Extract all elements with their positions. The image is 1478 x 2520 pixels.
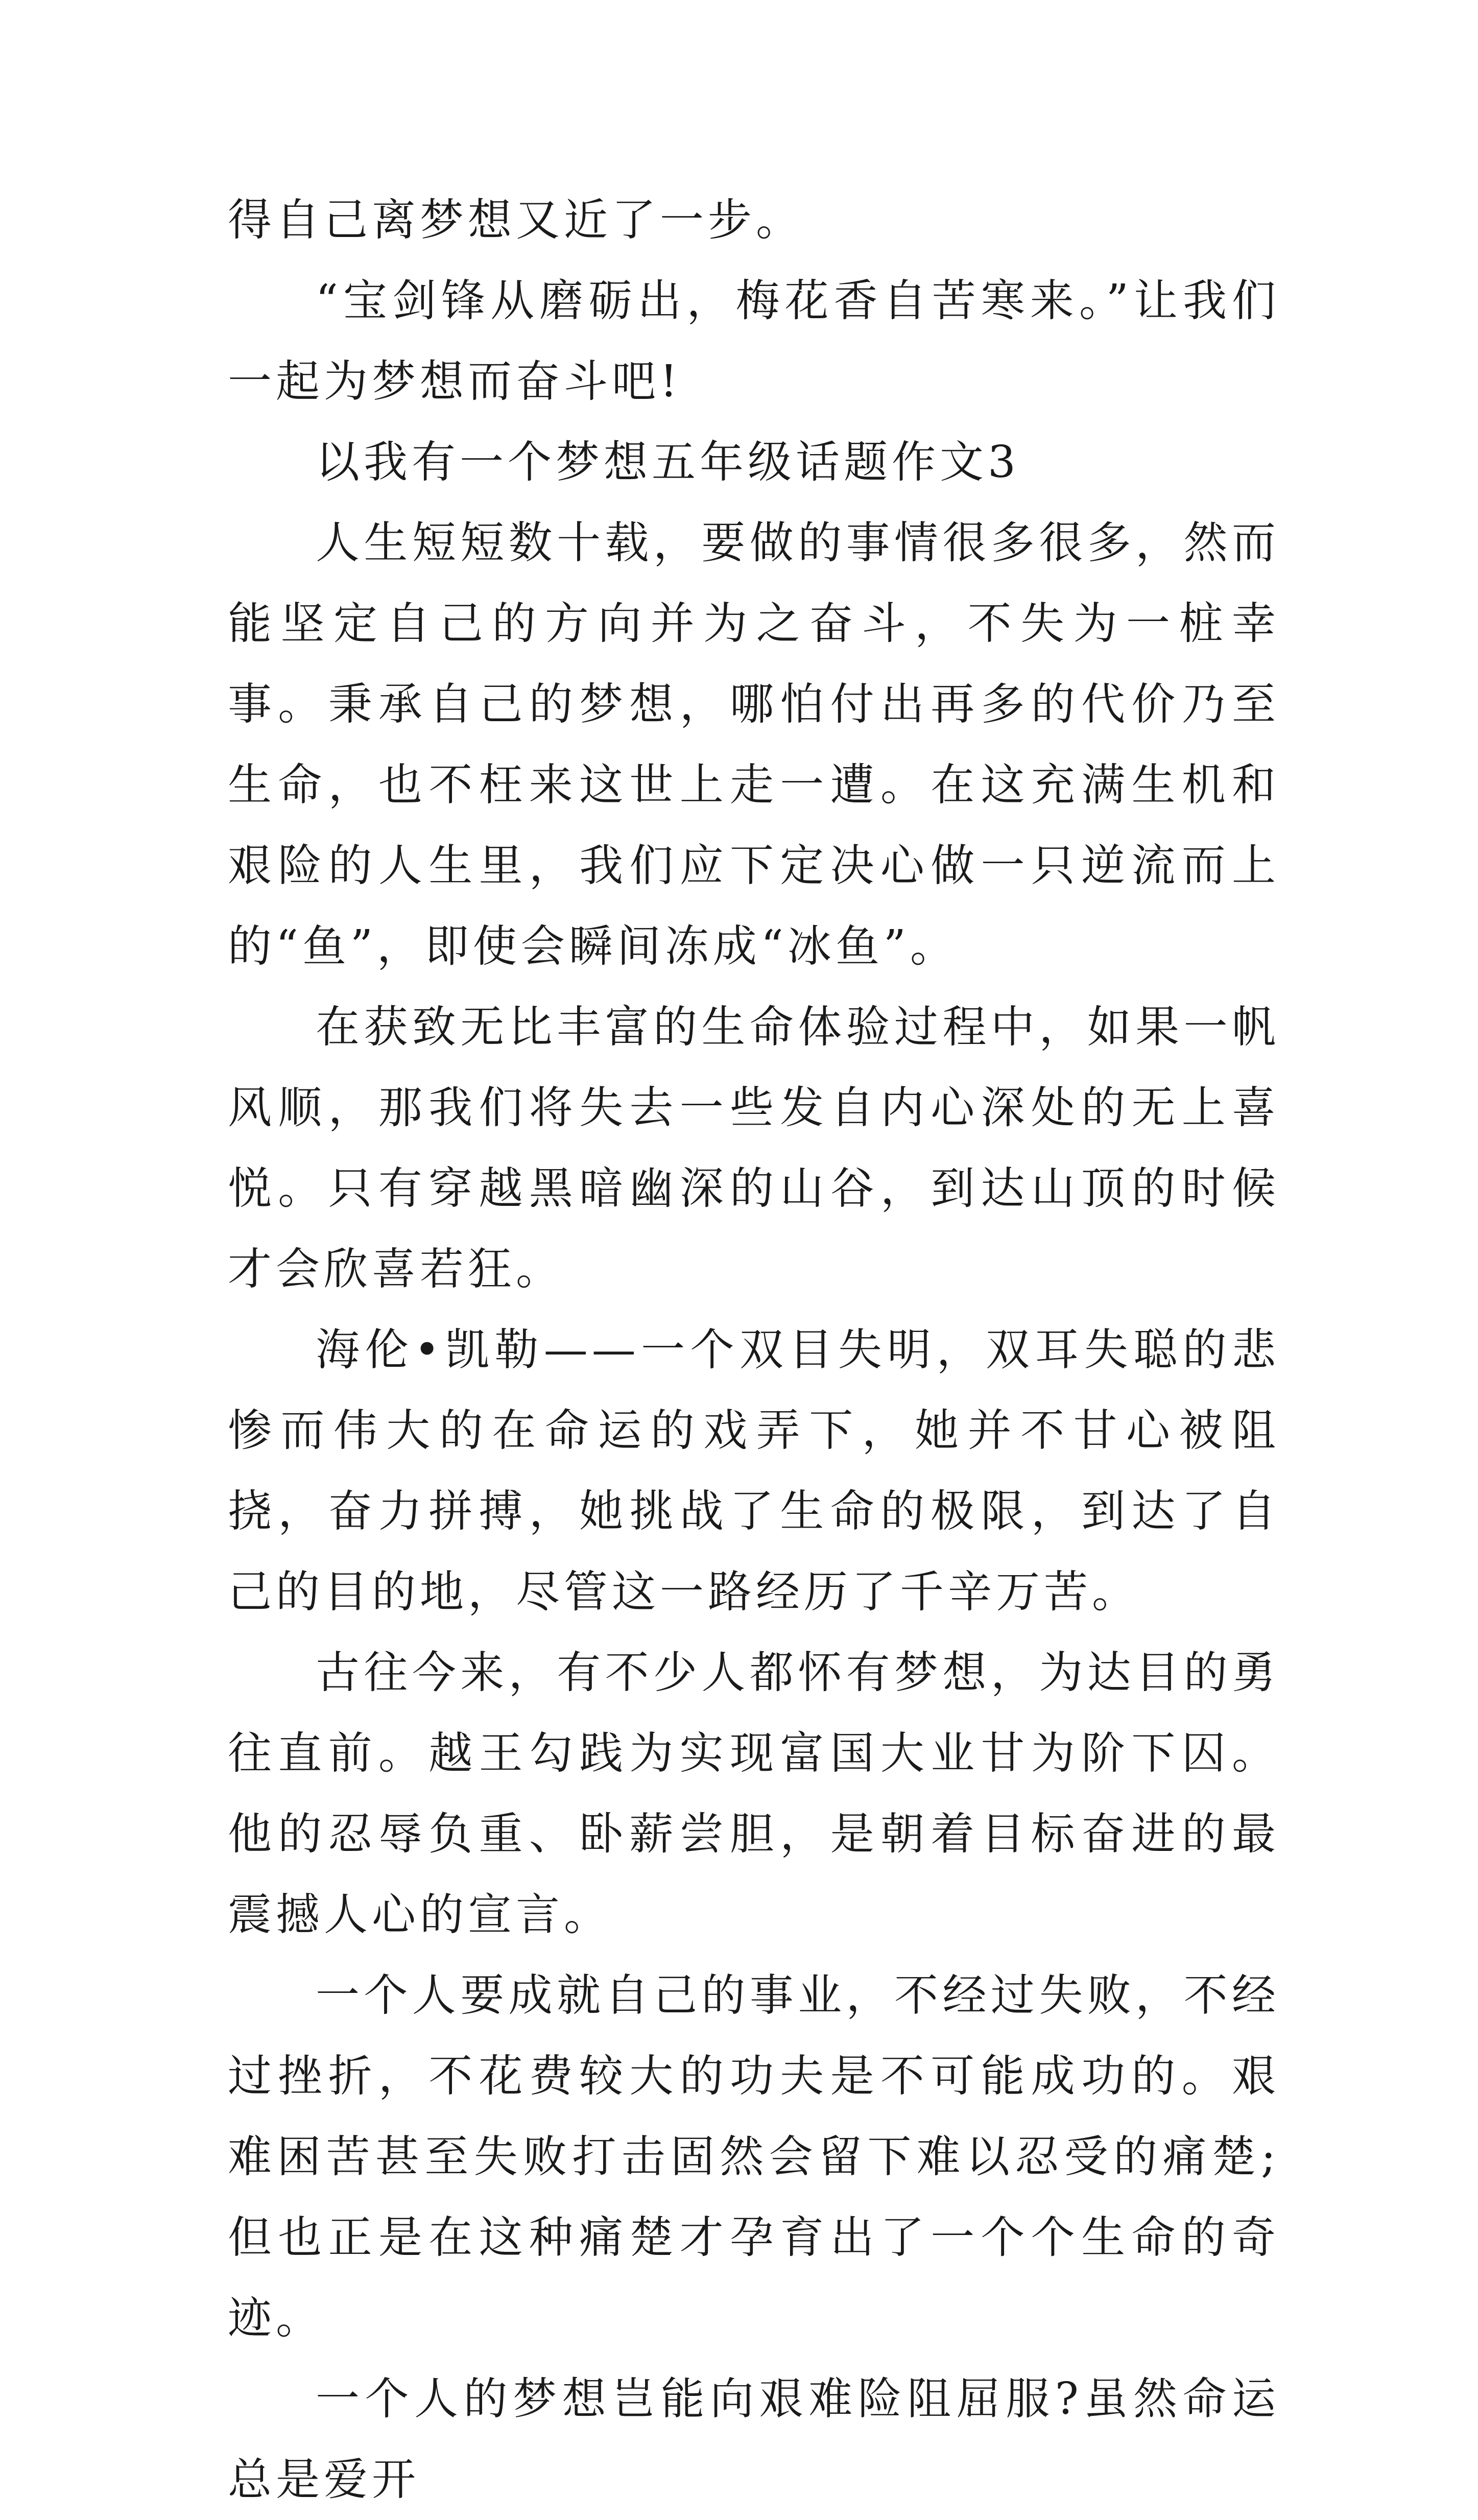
paragraph: 在获致无比丰富的生命体验过程中，如果一帆风顺，那我们将失去一些发自内心深处的无上喜悦。只有穿越黑暗幽深的山谷，到达山顶的时候才会欣喜若狂。 bbox=[228, 1002, 1280, 1295]
paragraph: 古往今来，有不少人都怀有梦想，为达目的勇往直前。越王勾践为实现富国大业甘为阶下囚。他的忍辱负重、卧薪尝胆，是朝着目标奋进的最震撼人心的宣言。 bbox=[228, 1647, 1280, 1940]
paragraph-quote: “宝剑锋从磨砺出，梅花香自苦寒来。”让我们一起为梦想而奋斗吧! bbox=[228, 275, 1280, 407]
paragraph: 人生短短数十载，要做的事情很多很多，然而能坚定自己的方向并为之奋斗，不失为一桩幸事。秉承自己的梦想，哪怕付出再多的代价乃至生命，也不枉来这世上走一遭。在这充满生机和艰险的人生里，我们应下定决心做一只逆流而上的“鱼”，即使会瞬间冻成“冰鱼”。 bbox=[228, 517, 1280, 972]
document-body bbox=[228, 180, 1280, 2520]
paragraph: 海伦•凯勒——一个双目失明，双耳失聪的悲惨而伟大的在命运的戏弄下，她并不甘心被阻挠，奋力拼搏，她挑战了生命的极限，到达了自己的目的地，尽管这一路经历了千辛万苦。 bbox=[228, 1324, 1280, 1618]
paragraph: 一个人的梦想岂能向艰难险阻屈服?虽然命运总是爱开 bbox=[228, 2373, 1280, 2505]
paragraph: 一个人要成就自己的事业，不经过失败，不经过挫折，不花费较大的功夫是不可能成功的。艰难困苦甚至失败打击固然会留下难以忍受的痛楚;但也正是在这种痛楚才孕育出了一个个生命的奇迹。 bbox=[228, 1970, 1280, 2344]
paragraph-continuation: 得自己离梦想又近了一步。 bbox=[228, 195, 804, 246]
essay-heading: 以我有一个梦想五年级话题作文3 bbox=[316, 437, 1020, 488]
